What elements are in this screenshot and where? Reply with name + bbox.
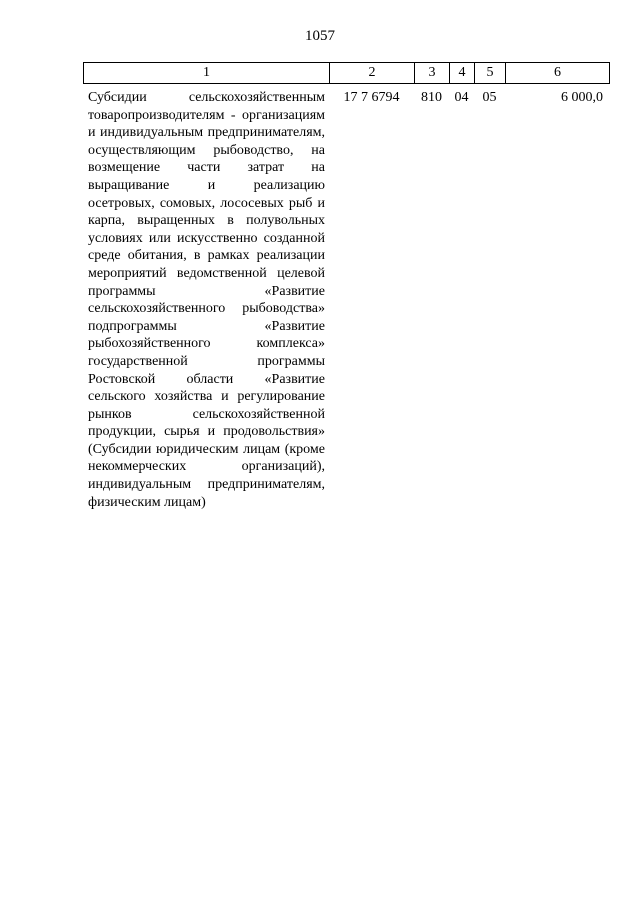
header-column-4: 4	[450, 63, 475, 83]
header-column-2: 2	[330, 63, 415, 83]
budget-table	[83, 62, 610, 511]
header-column-6: 6	[554, 65, 561, 80]
row-subsection: 05	[482, 90, 497, 105]
table-header-row	[83, 62, 610, 84]
header-column-5: 5	[475, 63, 506, 83]
page-number: 1057	[305, 28, 335, 44]
row-description: Субсидии сельскохозяйственным товаропроизводителям - организациям и индивидуальным предпринимателям, осуществляющим рыбоводство, на возмещение части затрат на выращивание и реализацию осетровых, сомовых, лососевых рыб и карпа, выращенных в полувольных условиях или искусственно созданной среде обитания, в рамках реализации мероприятий ведомственной целевой программы «Развитие сельскохозяйственного рыбоводства» подпрограммы «Развитие рыбохозяйственного комплекса» государственной программы Ростовской области «Развитие сельского хозяйства и регулирование рынков сельскохозяйственной продукции, сырья и продовольствия» (Субсидии юридическим лицам (кроме некоммерческих организаций), индивидуальным предпринимателям, физическим лицам)	[88, 90, 325, 510]
row-section: 04	[454, 90, 469, 105]
row-target-article: 17 7 6794	[343, 90, 400, 105]
header-column-1: 1	[84, 63, 330, 83]
header-column-3: 3	[415, 63, 450, 83]
row-amount: 6 000,0	[561, 90, 603, 105]
row-expense-type: 810	[421, 90, 442, 105]
table-row	[83, 89, 610, 511]
